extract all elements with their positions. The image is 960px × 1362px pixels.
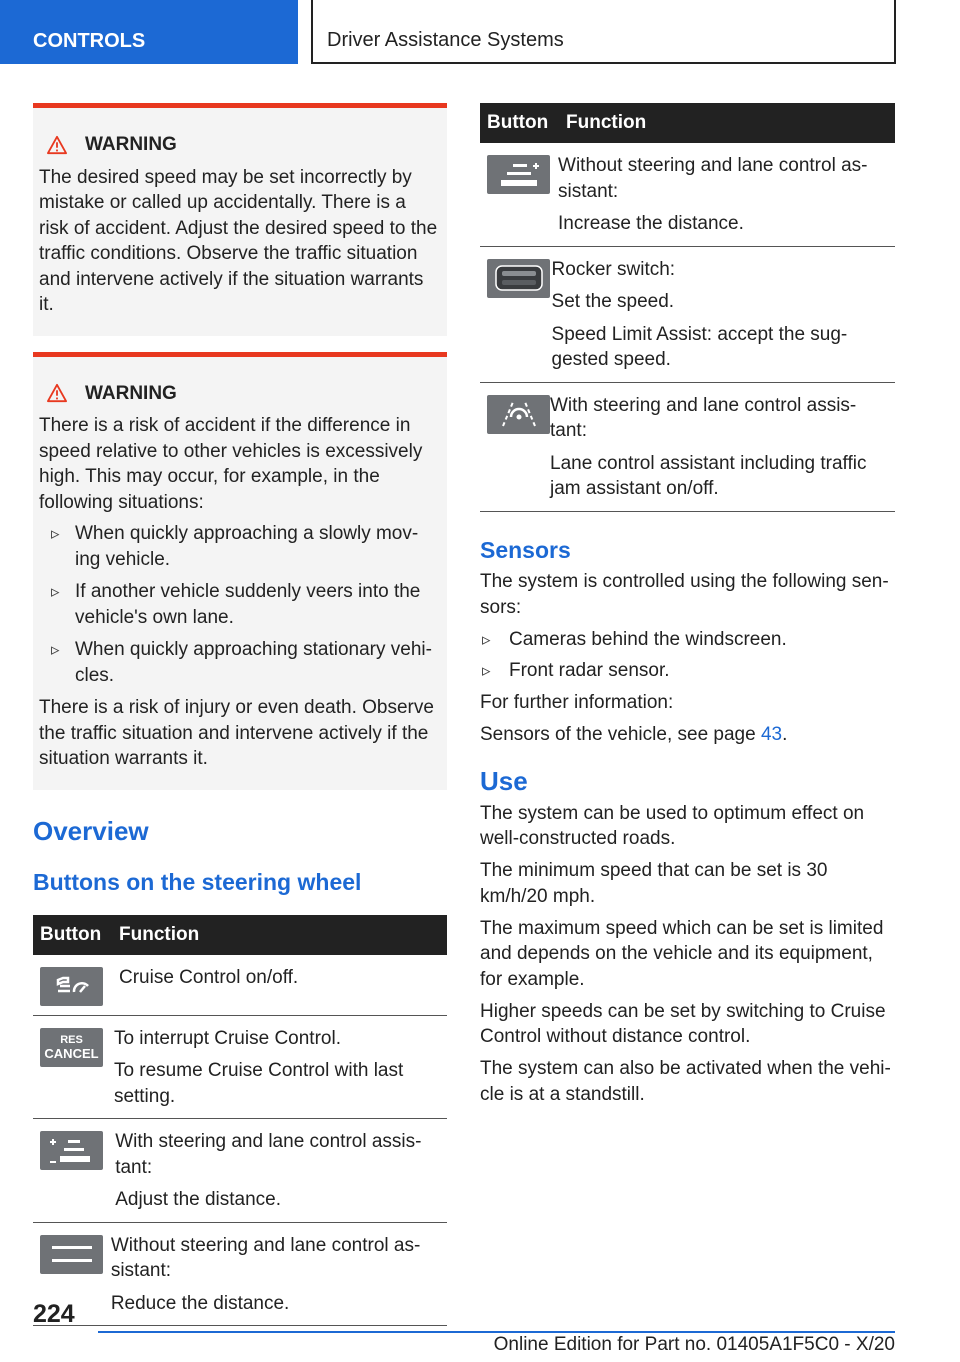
distance-minus-icon	[40, 1235, 103, 1274]
cruise-control-icon	[40, 967, 103, 1006]
section-title: CONTROLS	[33, 30, 146, 52]
column-header-button: Button	[487, 112, 549, 133]
column-header-function: Function	[119, 923, 200, 945]
warning-text: The desired speed may be set incorrectly by mistake or called up accidentally. There is a risk of accident. Adjust the desired speed to the traffic conditions. Observe the traffic situation and intervene actively if the situation warrants it.	[39, 166, 438, 315]
reference-suffix: .	[782, 723, 788, 745]
column-header-button: Button	[40, 923, 102, 945]
function-text: Cruise Control on/off.	[119, 966, 299, 988]
use-paragraph: The minimum speed that can be set is 30 km/h/20 mph.	[480, 860, 828, 907]
res-cancel-icon	[40, 1028, 103, 1067]
warning-bullet-list	[39, 521, 439, 688]
function-text: Adjust the distance.	[115, 1189, 282, 1210]
list-item: ▹ Front radar sensor.	[480, 658, 895, 684]
sensors-list	[480, 627, 895, 684]
section-tab	[0, 0, 298, 64]
lane-control-icon	[487, 395, 550, 434]
table-row	[33, 1119, 447, 1223]
rocker-switch-icon	[487, 259, 550, 298]
distance-plus-minus-icon	[40, 1131, 103, 1170]
function-text: With steering and lane control assis‐ tant:	[115, 1131, 422, 1178]
table-header	[33, 915, 447, 955]
reference-text: Sensors of the vehicle, see page	[480, 723, 761, 745]
further-info-label: For further information:	[480, 691, 674, 713]
table-row	[33, 1016, 447, 1120]
use-paragraph: The system can be used to optimum effect on well-constructed roads.	[480, 802, 865, 849]
table-row	[33, 1223, 447, 1327]
warning-title: WARNING	[85, 134, 177, 155]
warning-box-2	[33, 352, 447, 790]
right-column	[480, 103, 895, 1114]
table-row	[33, 955, 447, 1016]
subheading-buttons: Buttons on the steering wheel	[33, 868, 362, 895]
section-heading-overview: Overview	[33, 815, 149, 846]
function-text: To resume Cruise Control with last setting.	[113, 1060, 404, 1107]
warning-title: WARNING	[85, 382, 177, 404]
function-text: Reduce the distance.	[110, 1292, 290, 1314]
section-heading-sensors: Sensors	[480, 536, 571, 563]
warning-triangle-icon	[46, 135, 68, 155]
warning-intro: There is a risk of accident if the difference in speed relative to other vehicles is excessively high. This may occur, for example, in the following situations:	[39, 415, 423, 513]
use-section	[480, 766, 895, 1107]
page-link[interactable]: 43	[760, 723, 783, 745]
section-heading-use: Use	[480, 766, 528, 796]
table-row	[480, 247, 895, 383]
table-header	[480, 103, 895, 143]
chapter-title: Driver Assistance Systems	[327, 29, 564, 51]
warning-box-1	[33, 103, 447, 336]
function-text: Rocker switch:	[551, 258, 676, 280]
table-row	[480, 143, 895, 247]
function-text: Increase the distance.	[558, 213, 744, 234]
use-paragraph: Higher speeds can be set by switching to Cruise Control without distance control.	[480, 1000, 886, 1047]
function-text: Without steering and lane control as‐ sistant:	[558, 155, 868, 202]
edition-note: Online Edition for Part no. 01405A1F5C0 - X/20	[493, 1334, 895, 1355]
function-text: Set the speed.	[551, 291, 675, 312]
left-column	[33, 103, 447, 1326]
page-number: 224	[33, 1300, 75, 1328]
chapter-tab	[311, 0, 896, 64]
list-item: ▹ Cameras behind the windscreen.	[480, 627, 895, 653]
warning-header	[39, 132, 439, 158]
list-item: ▹ If another vehicle suddenly veers into the vehicle's own lane.	[39, 579, 439, 630]
function-text: To interrupt Cruise Control.	[113, 1027, 341, 1049]
column-header-function: Function	[566, 112, 647, 133]
footer-rule	[98, 1331, 895, 1333]
function-text: Lane control assistant including traffic jam assistant on/off.	[550, 452, 867, 499]
warning-outro: There is a risk of injury or even death. Observe the traffic situation and intervene actively if the situation warrants it.	[39, 697, 434, 769]
use-paragraph: The maximum speed which can be set is limited and depends on the vehicle and its equipment, for example.	[480, 917, 884, 990]
function-text: With steering and lane control assis‐ tant:	[550, 394, 857, 441]
use-paragraph: The system can also be activated when the vehi‐ cle is at a standstill.	[480, 1058, 891, 1105]
table-row	[480, 383, 895, 512]
function-text: Without steering and lane control as‐ sistant:	[110, 1234, 421, 1281]
sensors-section	[480, 538, 895, 748]
buttons-table	[33, 915, 447, 1327]
buttons-table-continued	[480, 103, 895, 512]
function-text: Speed Limit Assist: accept the sug‐ gested speed.	[551, 323, 848, 370]
warning-triangle-icon	[46, 383, 68, 403]
distance-plus-icon	[487, 155, 550, 194]
warning-header	[39, 381, 439, 407]
cancel-label: CANCEL	[44, 1046, 99, 1061]
sensors-intro: The system is controlled using the following sen‐ sors:	[480, 571, 889, 618]
list-item: ▹ When quickly approaching stationary vehi‐ cles.	[39, 637, 439, 688]
res-label: RES	[60, 1034, 83, 1046]
list-item: ▹ When quickly approaching a slowly mov‐ ing vehicle.	[39, 521, 439, 572]
page-reference	[480, 722, 895, 748]
